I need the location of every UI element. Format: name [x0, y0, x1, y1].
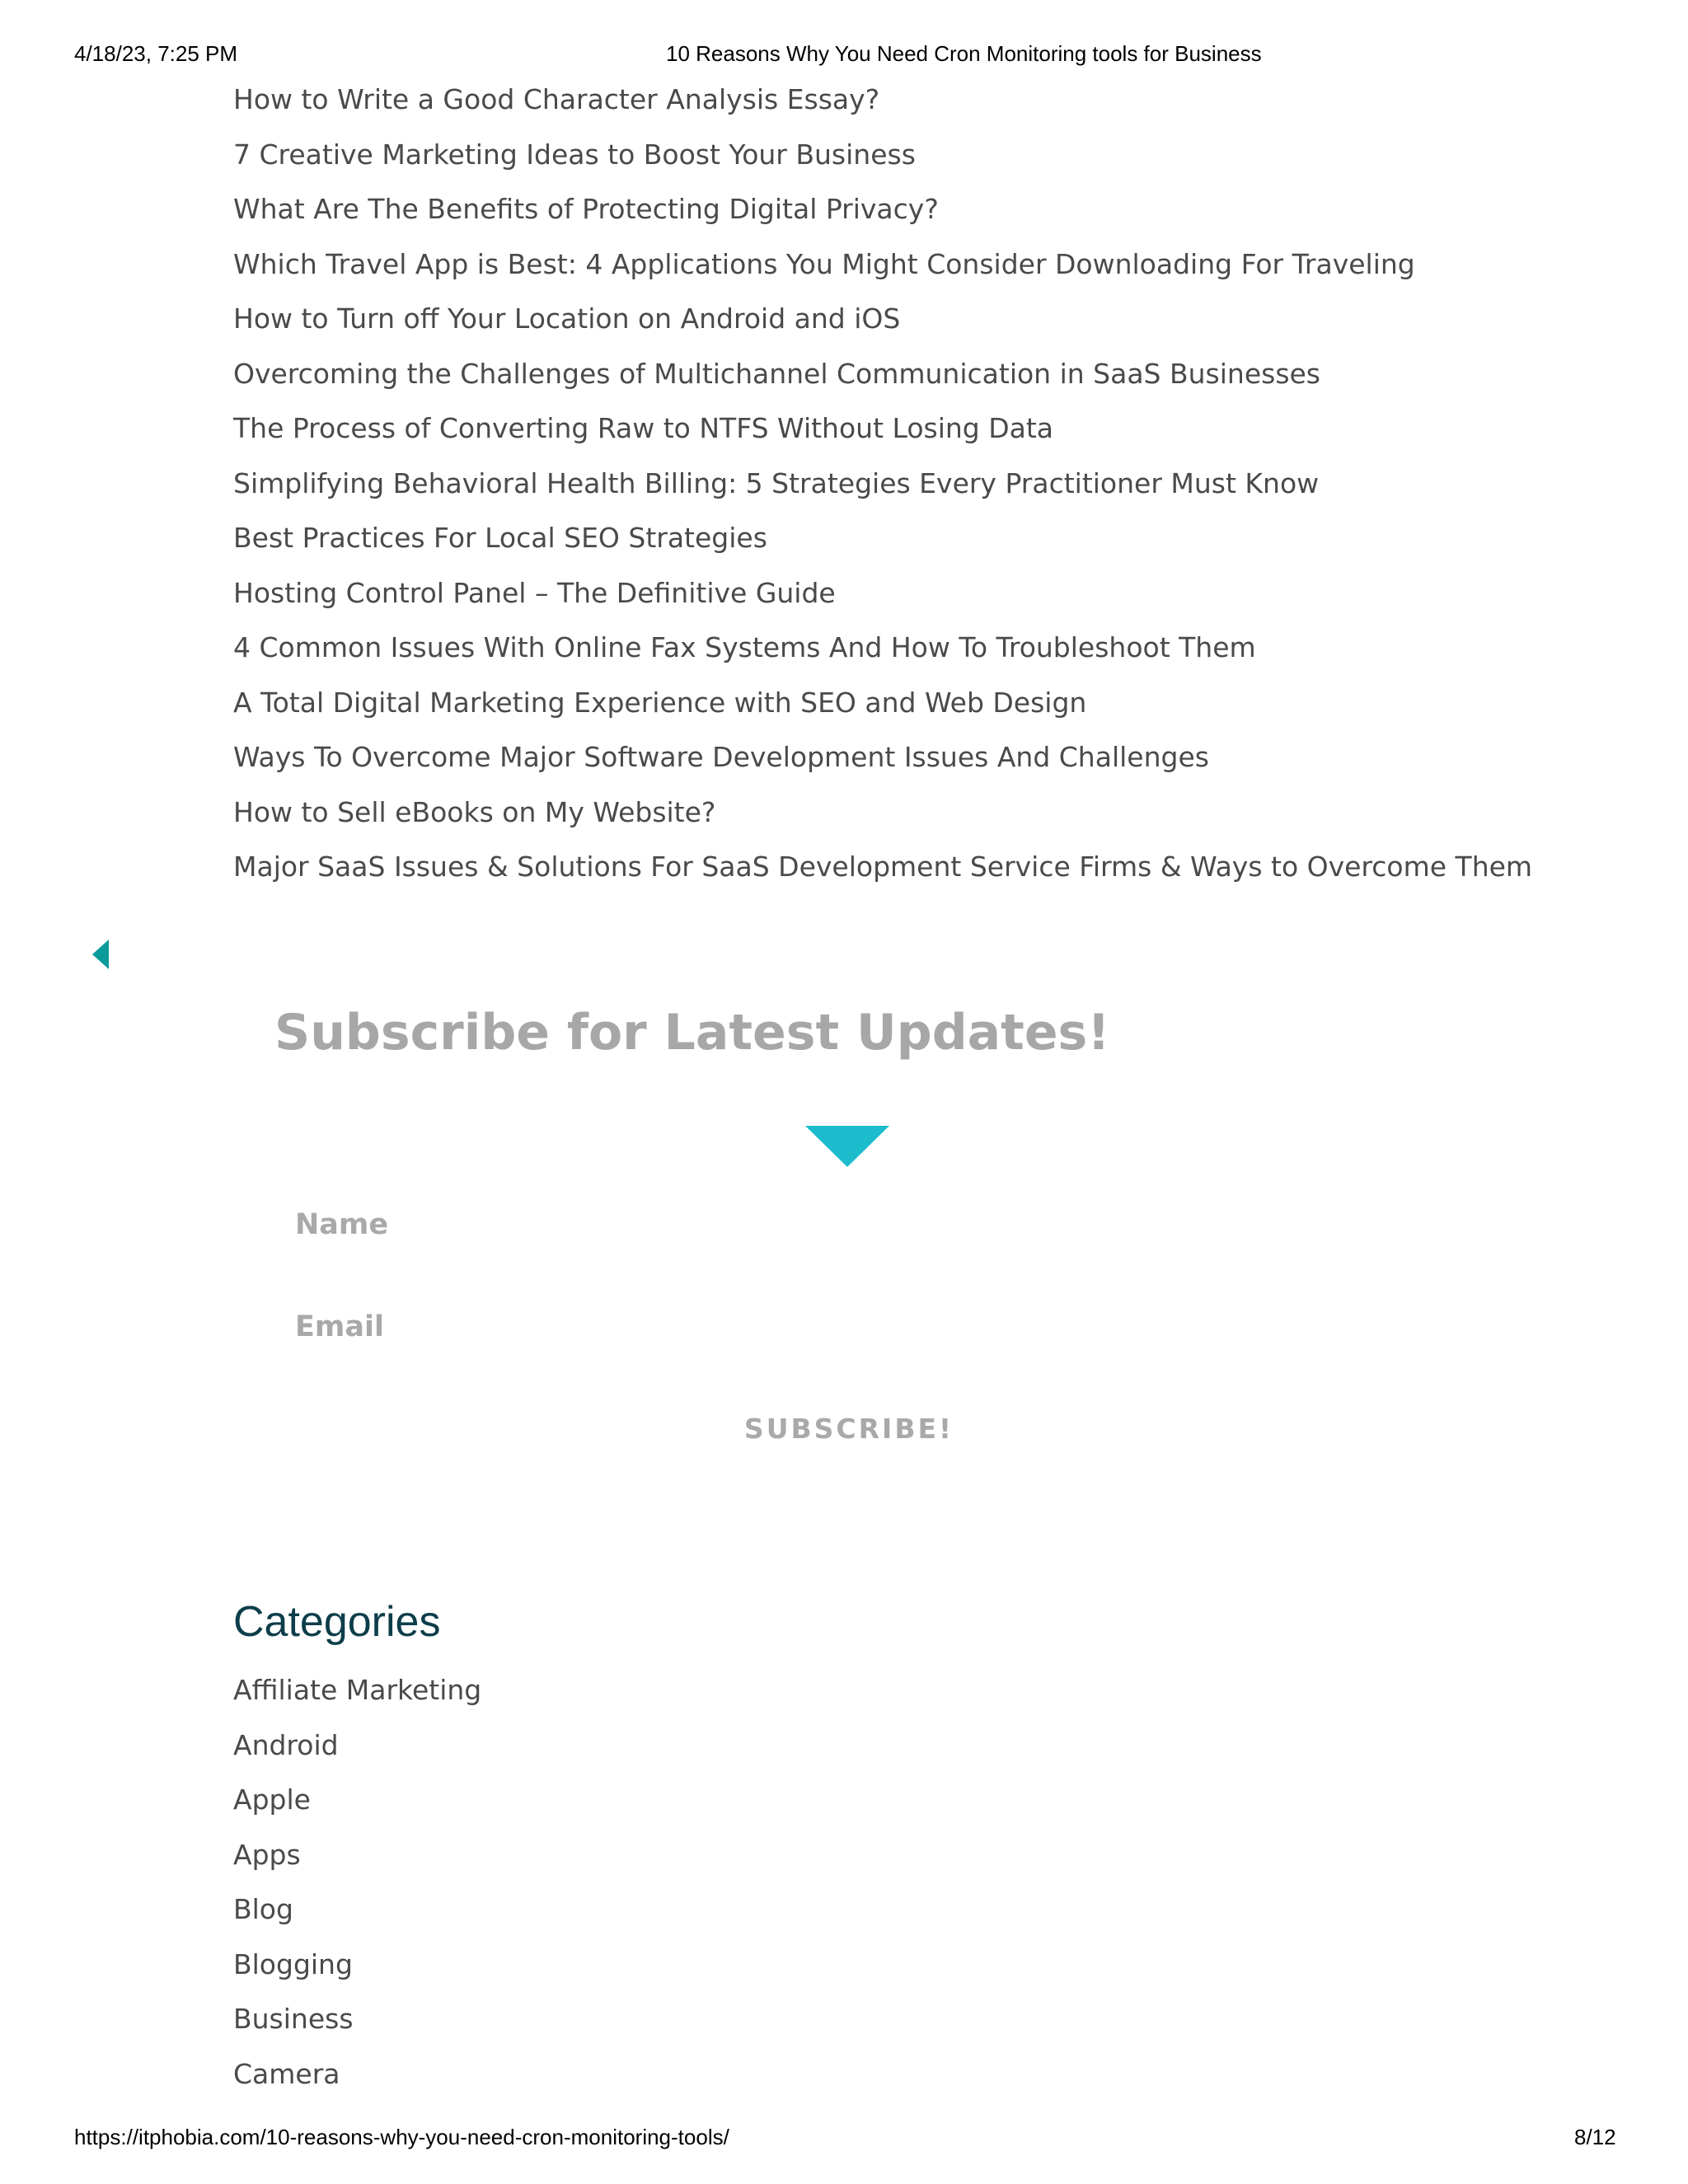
recent-post-link[interactable]: A Total Digital Marketing Experience with SEO and Web Design — [233, 686, 1087, 719]
categories-title: Categories — [233, 1598, 441, 1646]
recent-post-link[interactable]: Ways To Overcome Major Software Development Issues And Challenges — [233, 741, 1209, 773]
recent-posts-list — [233, 81, 1532, 903]
recent-post-link[interactable]: Major SaaS Issues & Solutions For SaaS Development Service Firms & Ways to Overcome Them — [233, 851, 1533, 883]
recent-post-link[interactable]: Simplifying Behavioral Health Billing: 5 Strategies Every Practitioner Must Know — [233, 466, 1320, 499]
print-header — [0, 41, 1688, 68]
print-footer — [0, 2125, 1688, 2151]
caret-left-icon[interactable] — [92, 940, 109, 969]
subscribe-button[interactable]: SUBSCRIBE! — [725, 1413, 973, 1445]
category-link[interactable]: Business — [233, 2003, 354, 2035]
category-link[interactable]: Blogging — [233, 1947, 353, 1980]
category-link[interactable]: Camera — [233, 2057, 340, 2090]
subscribe-title: Subscribe for Latest Updates! — [274, 1004, 1110, 1062]
email-input[interactable]: Email — [295, 1310, 384, 1343]
recent-post-link[interactable]: How to Turn off Your Location on Android and iOS — [233, 302, 901, 335]
print-doc-title: 10 Reasons Why You Need Cron Monitoring tools for Business — [666, 41, 1262, 66]
page-number: 8/12 — [1574, 2125, 1616, 2149]
recent-post-link[interactable]: How to Sell eBooks on My Website? — [233, 795, 716, 828]
recent-post-link[interactable]: What Are The Benefits of Protecting Digital Privacy? — [233, 193, 939, 225]
name-input[interactable]: Name — [295, 1208, 389, 1241]
category-link[interactable]: Android — [233, 1728, 339, 1761]
triangle-down-icon — [805, 1126, 889, 1167]
print-url: https://itphobia.com/10-reasons-why-you-need-cron-monitoring-tools/ — [74, 2125, 729, 2149]
category-link[interactable]: Affiliate Marketing — [233, 1674, 482, 1706]
recent-post-link[interactable]: 4 Common Issues With Online Fax Systems And How To Troubleshoot Them — [233, 631, 1256, 663]
categories-list — [233, 1671, 481, 2110]
category-link[interactable]: Apple — [233, 1783, 311, 1816]
recent-post-link[interactable]: Best Practices For Local SEO Strategies — [233, 522, 767, 554]
category-link[interactable]: Blog — [233, 1893, 293, 1925]
recent-post-link[interactable]: Which Travel App is Best: 4 Applications You Might Consider Downloading For Traveling — [233, 247, 1415, 280]
recent-post-link[interactable]: How to Write a Good Character Analysis Essay? — [233, 83, 880, 115]
print-date: 4/18/23, 7:25 PM — [74, 41, 238, 66]
recent-post-link[interactable]: The Process of Converting Raw to NTFS Without Losing Data — [233, 412, 1054, 444]
recent-post-link[interactable]: Overcoming the Challenges of Multichannel Communication in SaaS Businesses — [233, 357, 1321, 390]
category-link[interactable]: Apps — [233, 1838, 301, 1871]
recent-post-link[interactable]: 7 Creative Marketing Ideas to Boost Your Business — [233, 138, 916, 171]
recent-post-link[interactable]: Hosting Control Panel – The Definitive Guide — [233, 576, 836, 609]
